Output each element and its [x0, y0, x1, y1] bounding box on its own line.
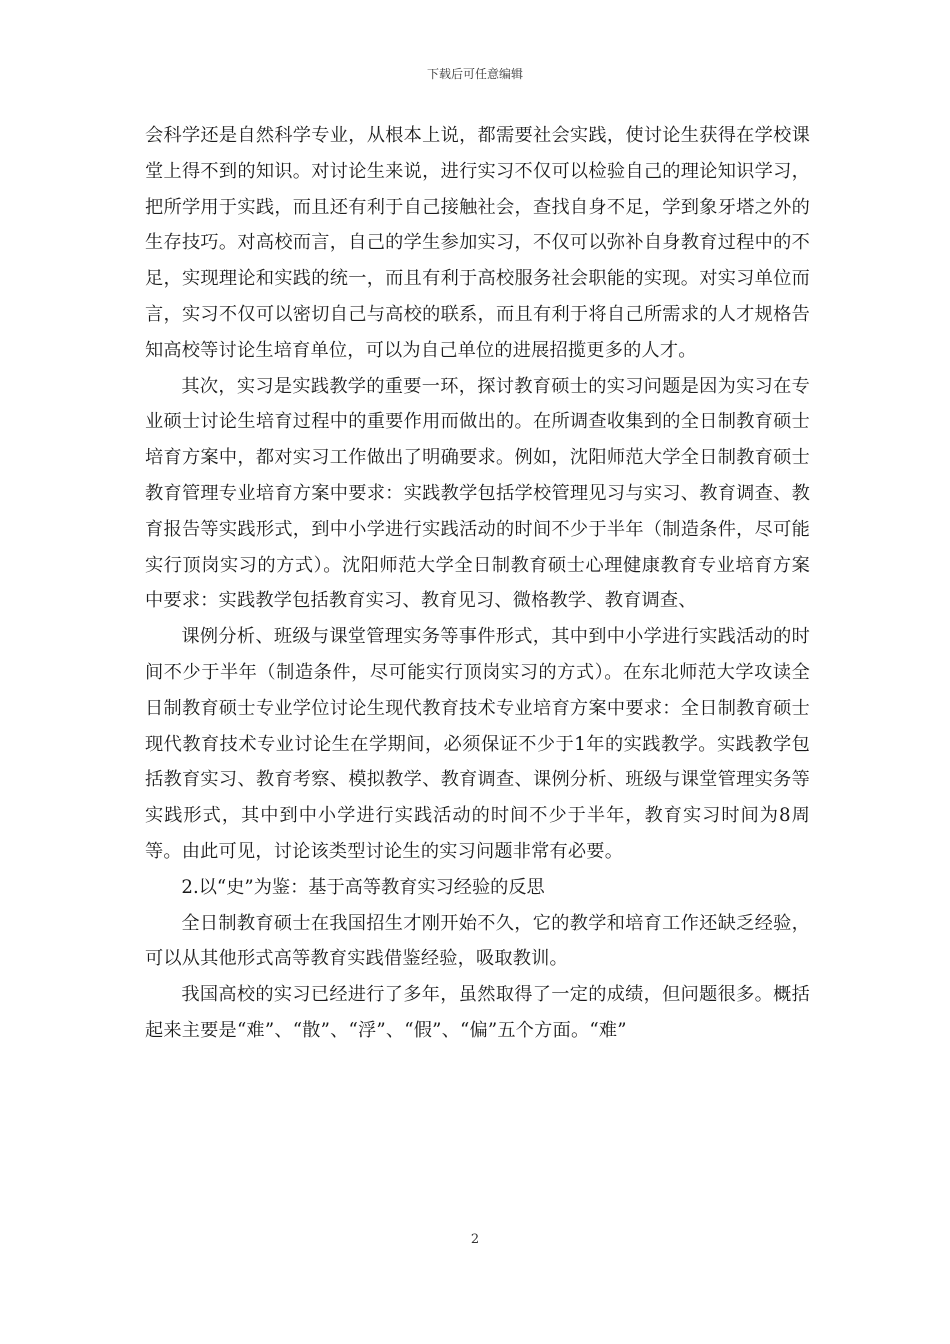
paragraph: 全日制教育硕士在我国招生才刚开始不久，它的教学和培育工作还缺乏经验，可以从其他形式高等教育实践借鉴经验，吸取教训。 — [145, 912, 810, 970]
paragraph-continued: 会科学还是自然科学专业，从根本上说，都需要社会实践，使讨论生获得在学校课堂上得不到的知识。对讨论生来说，进行实习不仅可以检验自己的理论知识学习，把所学用于实践，而且还有利于自己接触社会，查找自身不足，学到象牙塔之外的生存技巧。对高校而言，自己的学生参加实习，不仅可以弥补自身教育过程中的不足，实现理论和实践的统一，而且有利于高校服务社会职能的实现。对实习单位而言，实习不仅可以密切自己与高校的联系，而且有利于将自己所需求的人才规格告知高校等讨论生培育单位，可以为自己单位的进展招揽更多的人才。 — [145, 125, 810, 361]
page-header: 下载后可任意编辑 — [426, 67, 523, 81]
section-heading: 2.以“史”为鉴：基于高等教育实习经验的反思 — [181, 876, 545, 898]
page-number: 2 — [470, 1232, 480, 1247]
paragraph: 课例分析、班级与课堂管理实务等事件形式，其中到中小学进行实践活动的时间不少于半年（制造条件，尽可能实行顶岗实习的方式）。在东北师范大学攻读全日制教育硕士专业学位讨论生现代教育技术专业培育方案中要求：全日制教育硕士现代教育技术专业讨论生在学期间，必须保证不少于1年的实践教学。实践教学包括教育实习、教育考察、模拟教学、教育调查、课例分析、班级与课堂管理实务等实践形式，其中到中小学进行实践活动的时间不少于半年，教育实习时间为8周等。由此可见，讨论该类型讨论生的实习问题非常有必要。 — [145, 626, 810, 862]
document-body — [145, 118, 810, 1049]
paragraph: 其次，实习是实践教学的重要一环，探讨教育硕士的实习问题是因为实习在专业硕士讨论生培育过程中的重要作用而做出的。在所调查收集到的全日制教育硕士培育方案中，都对实习工作做出了明确要求。例如，沈阳师范大学全日制教育硕士教育管理专业培育方案中要求：实践教学包括学校管理见习与实习、教育调查、教育报告等实践形式，到中小学进行实践活动的时间不少于半年（制造条件，尽可能实行顶岗实习的方式）。沈阳师范大学全日制教育硕士心理健康教育专业培育方案中要求：实践教学包括教育实习、教育见习、微格教学、教育调查、 — [145, 375, 810, 612]
paragraph: 我国高校的实习已经进行了多年，虽然取得了一定的成绩，但问题很多。概括起来主要是“难”、“散”、“浮”、“假”、“偏”五个方面。“难” — [145, 984, 810, 1041]
